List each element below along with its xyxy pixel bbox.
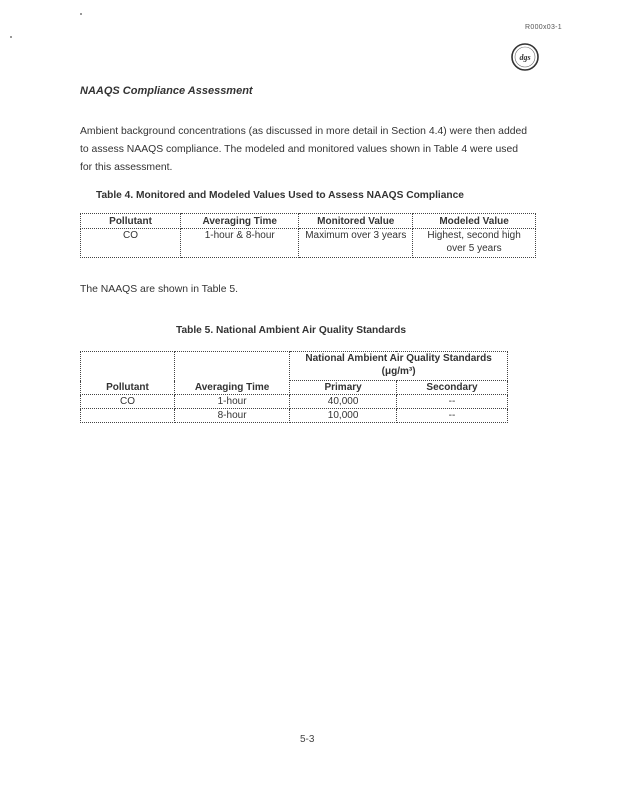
table-row (81, 229, 536, 258)
cell-primary: 10,000 (290, 409, 397, 423)
cell-averaging-time: 1-hour & 8-hour (181, 229, 299, 258)
monitored-modeled-table (80, 213, 536, 258)
cell-secondary: -- (396, 395, 507, 409)
seal-text: dgs (519, 53, 531, 62)
scan-speck (10, 36, 12, 38)
cell-monitored-value: Maximum over 3 years (299, 229, 413, 258)
agency-seal-icon (510, 42, 540, 72)
document-code: R000x03-1 (525, 24, 562, 31)
scan-speck (80, 13, 82, 15)
cell-modeled-value: Highest, second high over 5 years (413, 229, 536, 258)
cell-pollutant (81, 409, 175, 423)
cell-secondary: -- (396, 409, 507, 423)
col-group-header-standards: National Ambient Air Quality Standards (μg/m³) (290, 352, 508, 381)
table-header-row (81, 352, 508, 381)
col-header-monitored-value: Monitored Value (299, 214, 413, 229)
table5-caption: Table 5. National Ambient Air Quality Standards (176, 325, 407, 336)
transition-text: The NAAQS are shown in Table 5. (80, 284, 239, 295)
naaqs-table (80, 351, 508, 423)
cell-primary: 40,000 (290, 395, 397, 409)
col-header-pollutant: Pollutant (81, 214, 181, 229)
col-header-modeled-value: Modeled Value (413, 214, 536, 229)
col-header-averaging-time: Averaging Time (174, 352, 289, 395)
section-heading: NAAQS Compliance Assessment (80, 85, 253, 97)
table-row (81, 409, 508, 423)
table4-caption: Table 4. Monitored and Modeled Values Used to Assess NAAQS Compliance (96, 190, 464, 201)
page-number: 5-3 (300, 734, 315, 745)
table-row (81, 395, 508, 409)
col-header-pollutant: Pollutant (81, 352, 175, 395)
cell-pollutant: CO (81, 229, 181, 258)
cell-averaging-time: 8-hour (174, 409, 289, 423)
col-header-averaging-time: Averaging Time (181, 214, 299, 229)
cell-pollutant: CO (81, 395, 175, 409)
table-header-row (81, 214, 536, 229)
cell-averaging-time: 1-hour (174, 395, 289, 409)
col-header-primary: Primary (290, 381, 397, 395)
col-header-secondary: Secondary (396, 381, 507, 395)
body-paragraph: Ambient background concentrations (as discussed in more detail in Section 4.4) were then added to assess NAAQS compliance. The modeled and monitored values shown in Table 4 were used for this assessment. (80, 126, 528, 173)
